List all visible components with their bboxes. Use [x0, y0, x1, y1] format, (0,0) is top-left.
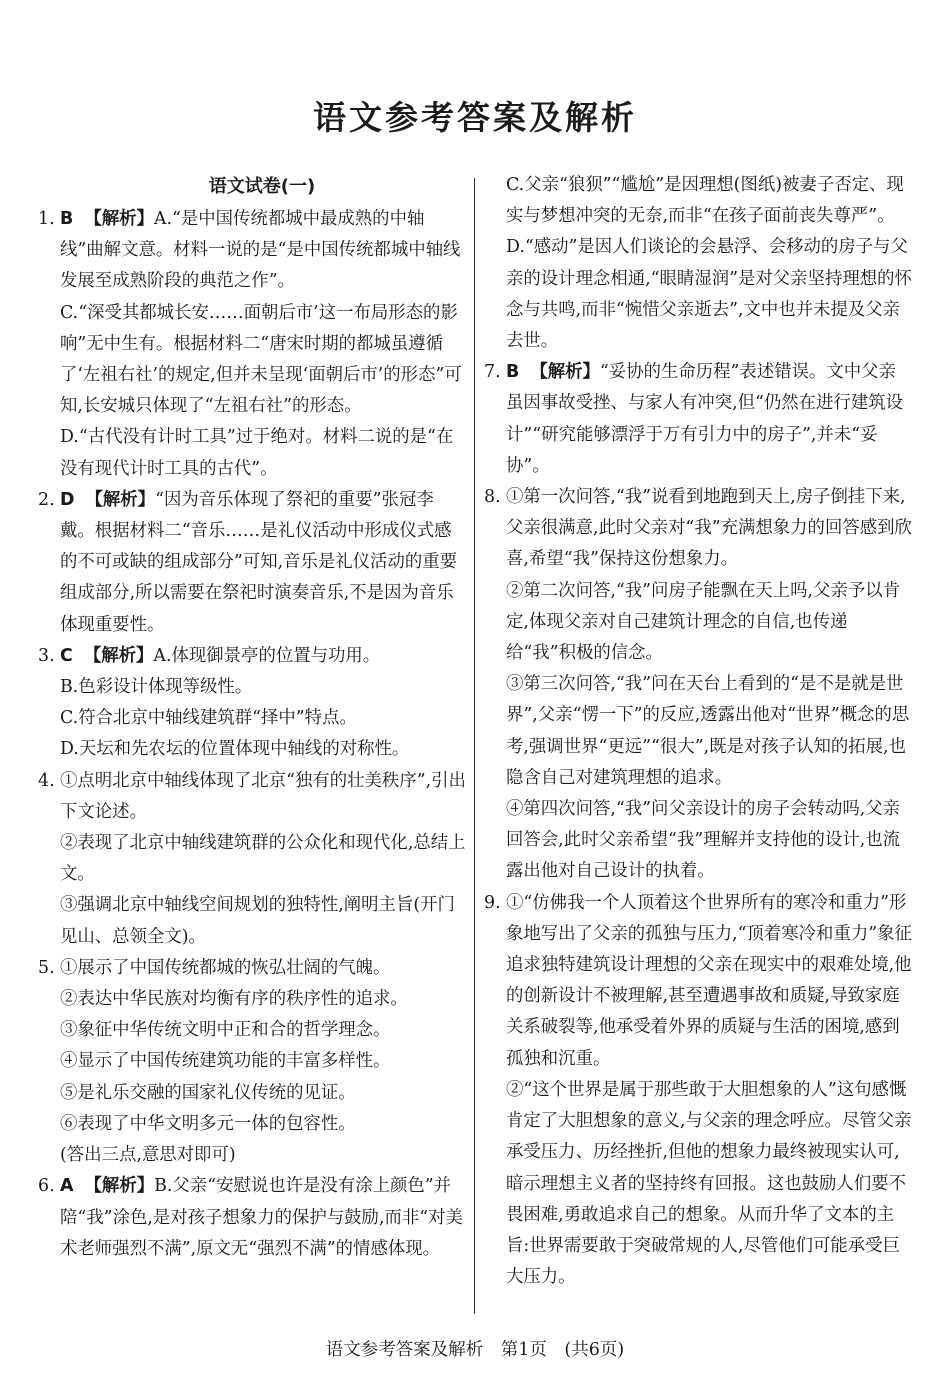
- analysis-tag: 【解析】: [85, 489, 156, 510]
- answer-note: (答出三点,意思对即可): [60, 1145, 236, 1166]
- answer-paragraph: [60, 485, 466, 641]
- answer-paragraph: ⑤是礼乐交融的国家礼仪传统的见证。: [60, 1082, 356, 1103]
- item-number: 4.: [38, 770, 55, 791]
- analysis-text: A.“是中国传统都城中最成熟的中轴线”曲解文意。材料一说的是“是中国传统都城中轴线发展至成熟阶段的典范之作”。: [60, 209, 461, 292]
- analysis-tag: 【解析】: [84, 209, 154, 229]
- left-column: [38, 170, 466, 1265]
- answer-paragraph: D.“古代没有计时工具”过于绝对。材料二说的是“在没有现代计时工具的古代”。: [60, 427, 454, 479]
- answer-item-9: [484, 888, 912, 1294]
- answer-item-3: [38, 641, 466, 766]
- answer-letter: D: [60, 489, 75, 510]
- answer-paragraph: ②第二次问答,“我”问房子能飘在天上吗,父亲予以肯定,体现父亲对自己建筑计理念的自信,也传递给“我”积极的信念。: [506, 580, 901, 664]
- answer-item-4: [38, 766, 466, 953]
- answer-paragraph: [60, 204, 466, 298]
- answer-paragraph: C.符合北京中轴线建筑群“择中”特点。: [60, 708, 357, 729]
- item-number: 1.: [38, 209, 55, 229]
- answer-paragraph: ②表现了北京中轴线建筑群的公众化和现代化,总结上文。: [60, 833, 466, 885]
- answer-paragraph: C.父亲“狼狈”“尴尬”是因理想(图纸)被妻子否定、现实与梦想冲突的无奈,而非“在孩子面前丧失尊严”。: [506, 175, 904, 227]
- answer-paragraph: ④显示了中国传统建筑功能的丰富多样性。: [60, 1051, 391, 1072]
- item-number: 5.: [38, 957, 55, 978]
- answer-paragraph: [506, 357, 912, 482]
- answer-paragraph: ④第四次问答,“我”问父亲设计的房子会转动吗,父亲回答会,此时父亲希望“我”理解并支持他的设计,也流露出他对自己设计的执着。: [506, 799, 901, 882]
- answer-paragraph: ①点明北京中轴线体现了北京“独有的壮美秩序”,引出下文论述。: [60, 770, 466, 822]
- answer-letter: A: [60, 1176, 74, 1197]
- item-number: 8.: [484, 487, 501, 508]
- answer-item-5: [38, 953, 466, 1171]
- analysis-text: A.体现御景亭的位置与功用。: [153, 645, 381, 666]
- answer-paragraph: B.色彩设计体现等级性。: [60, 677, 253, 698]
- answer-item-2: [38, 485, 466, 641]
- answer-letter: B: [60, 209, 74, 229]
- answer-letter: C: [60, 645, 73, 666]
- item-number: 7.: [484, 362, 501, 383]
- answer-paragraph: ⑥表现了中华文明多元一体的包容性。: [60, 1113, 356, 1134]
- answer-paragraph: ③强调北京中轴线空间规划的独特性,阐明主旨(开门见山、总领全文)。: [60, 895, 455, 947]
- item-number: 2.: [38, 489, 55, 510]
- answer-paragraph: D.天坛和先农坛的位置体现中轴线的对称性。: [60, 739, 410, 760]
- column-divider: [474, 178, 475, 1314]
- item-number: 9.: [484, 892, 501, 913]
- answer-item-6: [38, 1171, 466, 1265]
- answer-paragraph: ①第一次问答,“我”说看到地跑到天上,房子倒挂下来,父亲很满意,此时父亲对“我”充满想象力的回答感到欣喜,希望“我”保持这份想象力。: [506, 487, 912, 570]
- item-number: 3.: [38, 645, 55, 666]
- analysis-text: “妥协的生命历程”表述错误。文中父亲虽因事故受挫、与家人有冲突,但“仍然在进行建筑设计”“研究能够漂浮于万有引力中的房子”,并未“妥协”。: [506, 362, 904, 476]
- answer-paragraph: [60, 641, 466, 672]
- answer-paragraph: ③第三次问答,“我”问在天台上看到的“是不是就是世界”,父亲“愣一下”的反应,透露出他对“世界”概念的思考,强调世界“更远”“很大”,既是对孩子认知的拓展,也隐含自己对建筑理想的追求。: [506, 674, 910, 788]
- analysis-tag: 【解析】: [530, 362, 600, 383]
- analysis-text: “因为音乐体现了祭祀的重要”张冠李戴。根据材料二“音乐……是礼仪活动中形成仪式感的不可或缺的组成部分”可知,音乐是礼仪活动的重要组成部分,所以需要在祭祀时演奏音乐,不是因为音乐体现重要性。: [60, 489, 458, 635]
- answer-paragraph: ①展示了中国传统都城的恢弘壮阔的气魄。: [60, 957, 391, 978]
- page-footer: 语文参考答案及解析 第1页 (共6页): [325, 1340, 625, 1360]
- answer-paragraph: D.“感动”是因人们谈论的会悬浮、会移动的房子与父亲的设计理念相通,“眼睛湿润”是对父亲坚持理想的怀念与共鸣,而非“惋惜父亲逝去”,文中也并未提及父亲去世。: [506, 237, 912, 352]
- answer-item-1: [38, 204, 466, 485]
- answer-item-8: [484, 482, 912, 888]
- analysis-tag: 【解析】: [84, 1176, 155, 1197]
- answer-paragraph: ①“仿佛我一个人顶着这个世界所有的寒冷和重力”形象地写出了父亲的孤独与压力,“顶着寒冷和重力”象征追求独特建筑设计理想的父亲在现实中的艰难处境,他的创新设计不被理解,甚至遭遇事故和质疑,导致家庭关系破裂等,他承受着外界的质疑与生活的困境,感到孤独和沉重。: [506, 892, 912, 1069]
- answer-item-7: [484, 357, 912, 482]
- right-column: [484, 170, 912, 1293]
- item-number: 6.: [38, 1176, 55, 1197]
- page-title: 语文参考答案及解析: [313, 98, 637, 137]
- answer-paragraph: [60, 1171, 466, 1265]
- answer-paragraph: ③象征中华传统文明中正和合的哲学理念。: [60, 1020, 391, 1041]
- answer-letter: B: [506, 362, 520, 383]
- answer-paragraph: ②“这个世界是属于那些敢于大胆想象的人”这句感慨肯定了大胆想象的意义,与父亲的理念呼应。尽管父亲承受压力、历经挫折,但他的想象力最终被现实认可,暗示理想主义者的坚持终有回报。这也鼓励人们要不畏困难,勇敢追求自己的想象。从而升华了文本的主旨:世界需要敢于突破常规的人,尽管他们可能承受巨大压力。: [506, 1079, 912, 1288]
- section-title: 语文试卷(一): [208, 176, 316, 197]
- analysis-tag: 【解析】: [83, 645, 154, 666]
- answer-paragraph: ②表达中华民族对均衡有序的秩序性的追求。: [60, 989, 408, 1010]
- answer-paragraph: C.“深受其都城长安……面朝后市’这一布局形态的影响”无中生有。根据材料二“唐宋时期的都城虽遵循了‘左祖右社’的规定,但并未呈现‘面朝后市’的形态”可知,长安城只体现了“左祖右社”的形态。: [60, 302, 462, 417]
- analysis-text: B.父亲“安慰说也许是没有涂上颜色”并陪“我”涂色,是对孩子想象力的保护与鼓励,而非“对美术老师强烈不满”,原文无“强烈不满”的情感体现。: [60, 1176, 463, 1259]
